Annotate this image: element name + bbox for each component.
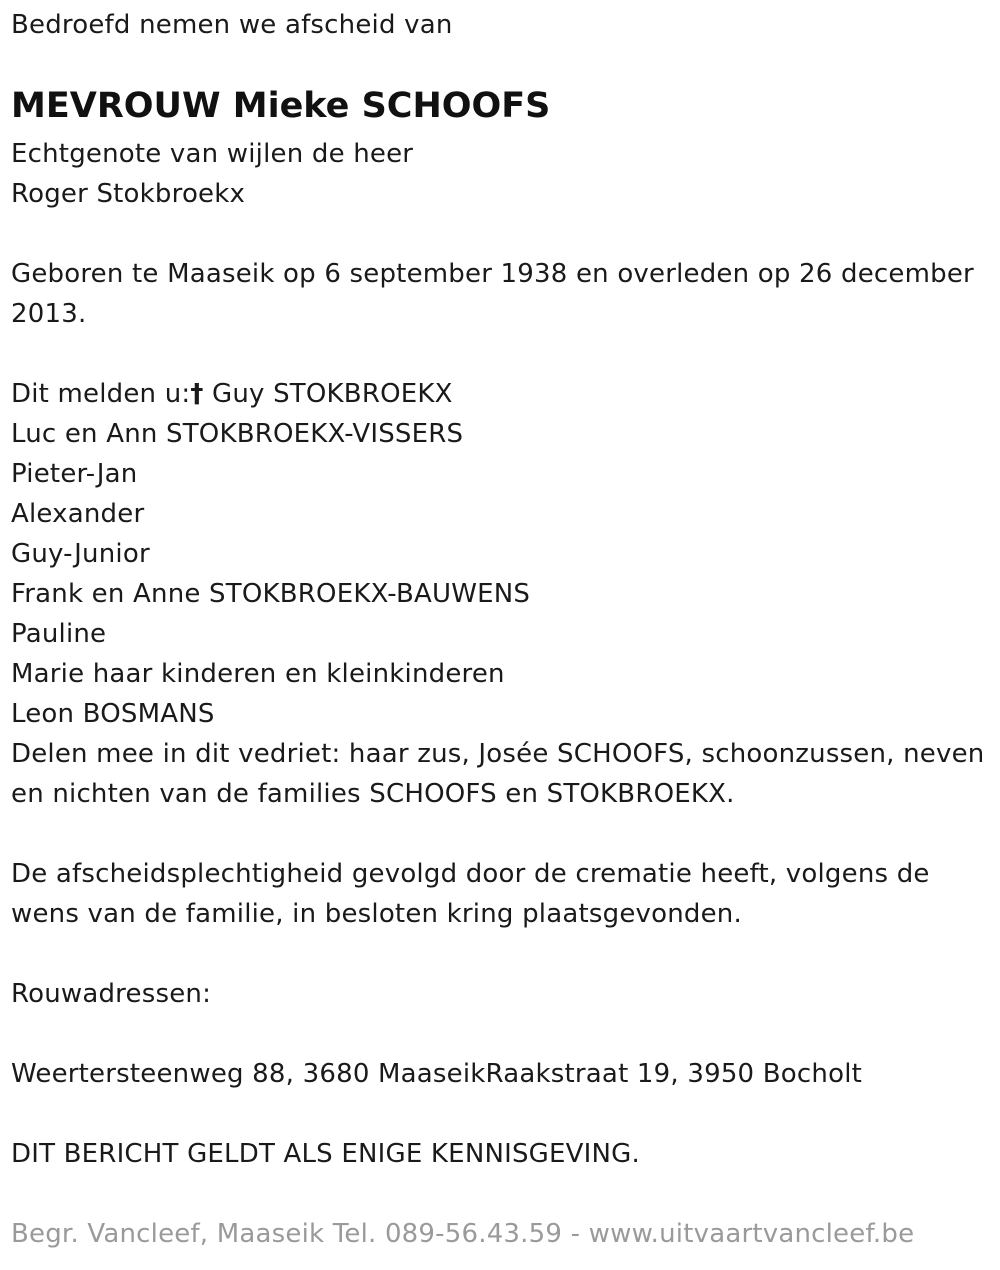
addresses-label: Rouwadressen:: [11, 979, 212, 1009]
deceased-name: MEVROUW Mieke SCHOOFS: [11, 86, 551, 126]
family-member: Luc en Ann STOKBROEKX-VISSERS: [11, 419, 464, 449]
spouse-line-2: Roger Stokbroekx: [11, 179, 246, 209]
announcement-prefix: Dit melden u:: [11, 379, 191, 409]
ceremony-line-2: wens van de familie, in besloten kring plaatsgevonden.: [11, 899, 742, 929]
spouse-line-1: Echtgenote van wijlen de heer: [11, 139, 414, 169]
cross-icon: †: [190, 379, 204, 409]
funeral-home-footer: Begr. Vancleef, Maaseik Tel. 089-56.43.59 - www.uitvaartvancleef.be: [11, 1219, 915, 1249]
ceremony-line-1: De afscheidsplechtigheid gevolgd door de crematie heeft, volgens de: [11, 859, 930, 889]
condolence-line-1: Delen mee in dit vedriet: haar zus, Josée SCHOOFS, schoonzussen, neven: [11, 739, 985, 769]
family-member: Guy-Junior: [11, 539, 150, 569]
family-member: Pieter-Jan: [11, 459, 138, 489]
birth-death-line-1: Geboren te Maaseik op 6 september 1938 en overleden op 26 december: [11, 259, 974, 289]
intro-text: Bedroefd nemen we afscheid van: [11, 10, 453, 40]
family-member: Frank en Anne STOKBROEKX-BAUWENS: [11, 579, 531, 609]
announcement-line: [11, 374, 453, 414]
family-member: Pauline: [11, 619, 107, 649]
family-member: Alexander: [11, 499, 145, 529]
birth-death-line-2: 2013.: [11, 299, 87, 329]
condolence-line-2: en nichten van de families SCHOOFS en STOKBROEKX.: [11, 779, 735, 809]
notice-text: DIT BERICHT GELDT ALS ENIGE KENNISGEVING.: [11, 1139, 640, 1169]
family-member: Leon BOSMANS: [11, 699, 215, 729]
addresses-text: Weertersteenweg 88, 3680 MaaseikRaakstraat 19, 3950 Bocholt: [11, 1059, 863, 1089]
announcement-name: Guy STOKBROEKX: [203, 379, 453, 409]
family-member: Marie haar kinderen en kleinkinderen: [11, 659, 505, 689]
